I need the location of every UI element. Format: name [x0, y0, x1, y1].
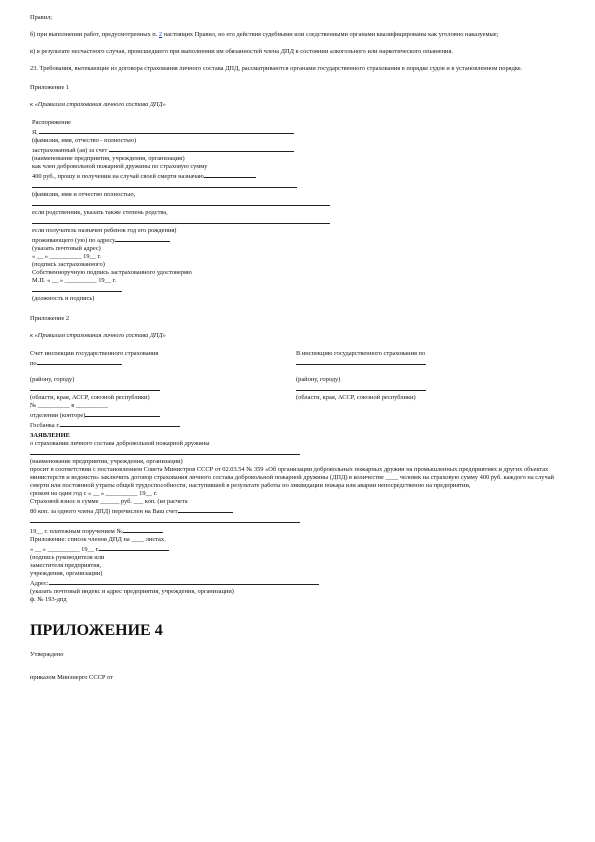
- appendix-4-order: приказом Минэнерго СССР от: [30, 674, 113, 681]
- inspection-address-block: [296, 350, 562, 430]
- form1-line: Собственноручную подпись застрахованного удостоверяю: [32, 269, 192, 276]
- form1-line: « __ » __________ 19__ г.: [32, 253, 102, 260]
- form1-line: 400 руб., прошу в получении на случай своей смерти назначаю: [32, 171, 568, 181]
- top-line-2-text-b: настоящих Правил, но его действия судебными или следственными органами квалифицированы как уголовно наказуемые;: [162, 31, 499, 38]
- form1-line: (фамилия, имя, отчество - полностью): [32, 137, 137, 144]
- form2-line: [30, 448, 568, 458]
- application-heading: ЗАЯВЛЕНИЕ: [30, 432, 70, 439]
- form2-left-line: Счет инспекции государственного страхования: [30, 350, 159, 357]
- appendix-1-form: [32, 119, 568, 303]
- document-page: [30, 14, 568, 682]
- form2-body-line: (наименование предприятия, учреждения, организации): [30, 458, 183, 465]
- form1-line: если получатель назначен ребенок год его рождения): [32, 227, 177, 234]
- form2-left-line: отделении (конторе): [30, 410, 296, 420]
- form1-line: [32, 181, 568, 191]
- form-number: ф. № 193-дпд: [30, 596, 67, 603]
- form1-line: Я,: [32, 127, 568, 137]
- top-line-3: в) в результате несчастного случая, происшедшего при выполнении им обязанностей члена ДПД в состоянии алкогольного или наркотического опьянения.: [30, 48, 454, 55]
- form1-line: [32, 199, 568, 209]
- form1-line: (подпись застрахованного): [32, 261, 105, 268]
- form1-line: [32, 217, 568, 227]
- form2-body-line: заместителя предприятия,: [30, 562, 102, 569]
- form2-body-line: (подпись руководителя или: [30, 554, 105, 561]
- appendix-2-subtitle: к «Правилам страхования личного состава ДПД»: [30, 332, 166, 339]
- top-line-4: 23. Требования, вытекающие из договора страхования личного состава ДПД, рассматриваются органами государственного страхования в порядке судов и в установленном порядке.: [30, 65, 523, 72]
- form1-line: если родственник, указать также степень родства,: [32, 209, 168, 216]
- form2-body-line: [30, 516, 568, 526]
- form2-right-line: (району, городу): [296, 376, 341, 383]
- form2-body-line: просит в соответствии с постановлением Совета Министров СССР от 02.03.54 № 359 «Об организации добровольных пожарных дружин на промышленных предприятиях и других объектах министерств и ведомств» заключить договор страхования личного состава добровольной пожарной дружины (ДПД) в количестве ____ человек на страховую сумму 400 руб. каждого на случай смерти или постоянной утраты общей трудоспособности, наступившей в результате работы по ликвидации пожара или аварии непосредственно на предприятии,: [30, 466, 554, 489]
- form1-line: (фамилия, имя и отчество полностью,: [32, 191, 136, 198]
- form2-left-line: № __________ в __________: [30, 402, 108, 409]
- form1-line: (указать почтовый адрес): [32, 245, 101, 252]
- appendix-4-approved: Утверждено: [30, 651, 64, 658]
- form2-body-line: 80 коп. за одного члена ДПД) перечислен на Ваш счет: [30, 506, 568, 516]
- form2-left-line: Госбанка г.: [30, 420, 296, 430]
- form2-body-line: Приложение: список членов ДПД на ____ листах.: [30, 536, 166, 543]
- form2-left-line: [30, 384, 296, 394]
- appendix-1-title: Приложение 1: [30, 84, 70, 91]
- form1-line: (должность и подпись): [32, 295, 95, 302]
- form2-body-line: « __ » __________ 19__ г.: [30, 544, 568, 554]
- appendix-1-subtitle: к «Правилам страхования личного состава ДПД»: [30, 101, 166, 108]
- form1-line: М.П. « __ » __________ 19__ г.: [32, 277, 117, 284]
- form2-body-line: сроком на один год с « __ » __________ 19__ г.: [30, 490, 158, 497]
- form1-line: проживающего (ую) по адресу: [32, 235, 568, 245]
- form2-left-line: по: [30, 358, 296, 368]
- top-line-2-text-a: б) при выполнении работ, предусмотренных п.: [30, 31, 159, 38]
- form2-right-line: [296, 358, 562, 368]
- top-line-1: Правил;: [30, 14, 53, 21]
- form2-body-line: Страховой взнос в сумме ______ руб. ___ коп. (из расчета: [30, 498, 188, 505]
- application-heading-2: о страховании личного состава добровольной пожарной дружины: [30, 440, 210, 447]
- form2-left-line: (области, края, АССР, союзной республики): [30, 394, 150, 401]
- form1-line: [32, 285, 568, 295]
- bank-account-block: [30, 350, 296, 430]
- form2-left-line: (району, городу): [30, 376, 75, 383]
- top-line-2: [30, 31, 568, 39]
- form2-right-line: [296, 384, 562, 394]
- appendix-2-title: Приложение 2: [30, 315, 70, 322]
- form2-body-line: 19__ г. платежным поручением №: [30, 526, 568, 536]
- form1-line: (наименование предприятия, учреждения, организации): [32, 155, 185, 162]
- form1-line: как член добровольной пожарной дружины по страховую сумму: [32, 163, 208, 170]
- form2-body-line: Адрес:: [30, 578, 568, 588]
- rule-link[interactable]: 2: [158, 31, 163, 38]
- appendix-2-header: [30, 350, 568, 430]
- form1-line: Распоряжение: [32, 119, 71, 126]
- form2-right-line: (области, края, АССР, союзной республики): [296, 394, 416, 401]
- appendix-4-title: ПРИЛОЖЕНИЕ 4: [30, 622, 163, 639]
- application-body: [30, 458, 568, 604]
- form1-line: застрахованный (ая) за счет: [32, 145, 568, 155]
- form2-body-line: (указать почтовый индекс и адрес предприятия, учреждения, организации): [30, 588, 234, 595]
- form2-right-line: В инспекцию государственного страхования по: [296, 350, 426, 357]
- form2-body-line: учреждения, организации): [30, 570, 103, 577]
